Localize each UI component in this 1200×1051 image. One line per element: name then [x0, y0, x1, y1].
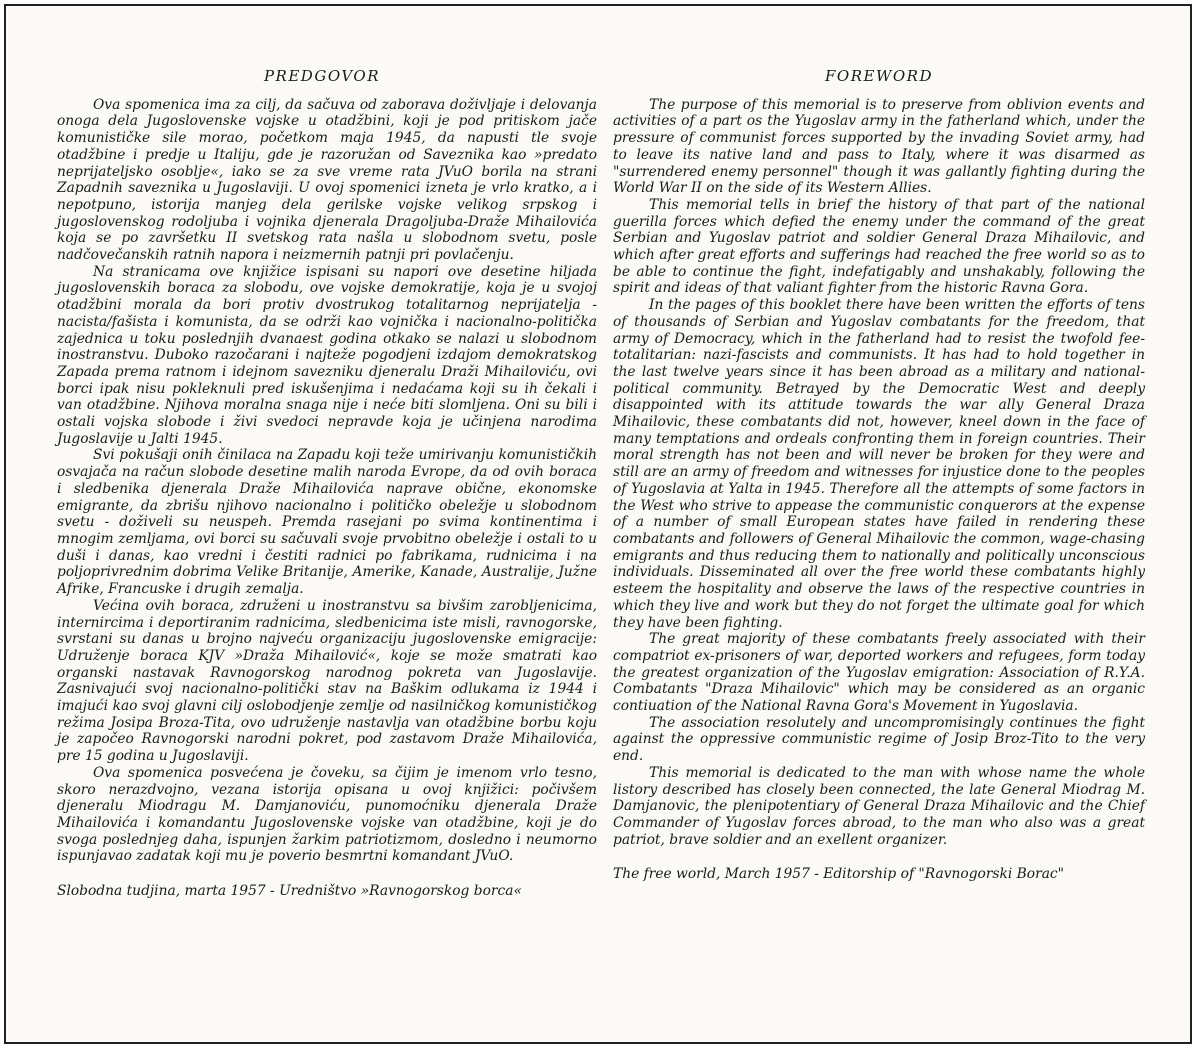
left-paragraph-1: Ova spomenica ima za cilj, da sačuva od zaborava doživljaje i delovanja onoga dela Jugoslovenske vojske u otadžbini, koji je pod pritiskom jače komunističke sile morao, početkom maja 1945, da napusti tle svoje otadžbine i predje u Italiju, gde je razoružan od Saveznika kao »predato neprijateljsko osoblje«, iako se za sve vreme rata JVuO borila na strani Zapadnih saveznika u Jugoslaviji. U ovoj spomenici izneta je vrlo kratko, a i nepotpuno, istorija manjeg dela gerilske vojske velikog srpskog i jugoslovenskog rodoljuba i vojnika djenerala Dragoljuba-Draže Mihailovića koja se po završetku II svetskog rata našla u slobodnom svetu, posle nadčovečanskih ratnih napora i neizmernih patnji pri povlačenju.: [57, 96, 597, 264]
predgovor-heading: PREDGOVOR: [263, 67, 381, 85]
left-paragraph-5: Ova spomenica posvećena je čoveku, sa čijim je imenom vrlo tesno, skoro nerazdvojno, vezana istorija opisana u ovoj knjižici: počivšem djeneralu Miodragu M. Damjanoviću, punomoćniku djenerala Draže Mihailovića i komandantu Jugoslovenske vojske van otadžbine, koji je do svoga poslednjeg daha, ispunjen žarkim patriotizmom, dosledno i neumorno ispunjavao zadatak koji mu je poverio besmrtni komandant JVuO.: [57, 764, 597, 865]
right-paragraph-5: The association resolutely and uncompromisingly continues the fight against the oppressive communistic regime of Josip Broz-Tito to the very end.: [613, 714, 1145, 765]
right-paragraph-3: In the pages of this booklet there have been written the efforts of tens of thousands of Serbian and Yugoslav combatants for the freedom, that army of Democracy, which in the fatherland had to resist the twofold fee-totalitarian: nazi-fascists and communists. It has had to hold together in the last twelve years since it has been abroad as a military and national-political community. Betrayed by the Democratic West and deeply disappointed with its attitude towards the war ally General Draza Mihailovic, these combatants did not, however, kneel down in the face of many temptations and ordeals confronting them in foreign countries. Their moral strength has not been and will never be broken for they were and still are an army of freedom and witnesses for injustice done to the peoples of Yugoslavia at Yalta in 1945. Therefore all the attempts of some factors in the West who strive to appease the communistic conquerors at the expense of a number of small European states have failed in rendering these combatants and followers of General Mihailovic the common, wage-chasing emigrants and thus reducing them to nationally and politically unconscious individuals. Disseminated all over the free world these combatants highly esteem the hospitality and observe the laws of the respective countries in which they live and work but they do not forget the ultimate goal for which they have been fighting.: [613, 297, 1145, 631]
right-paragraph-6: This memorial is dedicated to the man with whose name the whole listory described has closely been connected, the late General Miodrag M. Damjanovic, the plenipotentiary of General Draza Mihailovic and the Chief Commander of Yugoslav forces abroad, to the man who also was a great patriot, brave soldier and an exellent organizer.: [613, 764, 1145, 848]
right-signature: The free world, March 1957 - Editorship of "Ravnogorski Borac": [613, 866, 1065, 883]
foreword-heading: FOREWORD: [825, 67, 933, 85]
serbian-column: [57, 68, 597, 900]
booklet-page: [4, 4, 1192, 1044]
left-signature: Slobodna tudjina, marta 1957 - Uredništvo »Ravnogorskog borca«: [57, 883, 522, 900]
left-paragraph-3: Svi pokušaji onih činilaca na Zapadu koji teže umirivanju komunističkih osvajača na račun slobode desetine malih naroda Evrope, da od ovih boraca i sledbenika djenerala Draže Mihailovića naprave obične, ekonomske emigrante, da zbrišu njihovo nacionalno i političko obeležje u slobodnom svetu - doživeli su neuspeh. Premda rasejani po svima kontinentima i mnogim zemljama, ovi borci su sačuvali svoje prvobitno obeležje i ostali to u duši i danas, kao vredni i čestiti radnici po fabrikama, rudnicima i na poljoprivrednim dobrima Velike Britanije, Amerike, Kanade, Australije, Južne Afrike, Francuske i drugih zemalja.: [57, 447, 597, 598]
left-paragraph-4: Većina ovih boraca, združeni u inostranstvu sa bivšim zarobljenicima, internircima i deportiranim radnicima, sledbenicima iste misli, ravnogorske, svrstani su danas u brojno najveću organizaciju jugoslovenske emigracije: Udruženje boraca KJV »Draža Mihailović«, koje se može smatrati kao organski nastavak Ravnogorskog narodnog pokreta van Jugoslavije. Zasnivajući svoj nacionalno-politički stav na Baškim odlukama iz 1944 i imajući kao svoj glavni cilj oslobodjenje zemlje od nasilničkog komunističkog režima Josipa Broza-Tita, ovo udruženje nastavlja van otadžbine borbu koju je započeo Ravnogorski narodni pokret, pod zastavom Draže Mihailovića, pre 15 godina u Jugoslaviji.: [57, 597, 597, 765]
english-column: [613, 68, 1145, 883]
right-paragraph-2: This memorial tells in brief the history of that part of the national guerilla forces which defied the enemy under the command of the great Serbian and Yugoslav patriot and soldier General Draza Mihailovic, and which after great efforts and sufferings had reached the free world so as to be able to continue the fight, indefatigably and unshakably, following the spirit and ideas of that valiant fighter from the historic Ravna Gora.: [613, 196, 1145, 297]
right-paragraph-4: The great majority of these combatants freely associated with their compatriot ex-prisoners of war, deported workers and refugees, form today the greatest organization of the Yugoslav emigration: Association of R.Y.A. Combatants "Draza Mihailovic" which may be considered as an organic contiuation of the National Ravna Gora's Movement in Yugoslavia.: [613, 631, 1145, 715]
right-paragraph-1: The purpose of this memorial is to preserve from oblivion events and activities of a part os the Yugoslav army in the fatherland which, under the pressure of communist forces supported by the invading Soviet army, had to leave its native land and pass to Italy, where it was disarmed as "surrendered enemy personnel" though it was gallantly fighting during the World War II on the side of its Western Allies.: [613, 96, 1145, 197]
left-paragraph-2: Na stranicama ove knjižice ispisani su napori ove desetine hiljada jugoslovenskih boraca za slobodu, ove vojske demokratije, koja je u svojoj otadžbini morala da bori protiv dvostrukog totalitarnog neprijatelja - nacista/fašista i komunista, da se održi kao vojnička i nacionalno-politička zajednica u toku poslednjih dvanaest godina otkako se nalazi u slobodnom inostranstvu. Duboko razočarani i najteže pogodjeni izdajom demokratskog Zapada prema ratnom i idejnom savezniku djeneralu Draži Mihailoviću, ovi borci ipak nisu pokleknuli pred iskušenjima i nedaćama koji su ih čekali i van otadžbine. Njihova moralna snaga nije i neće biti slomljena. Oni su bili i ostali vojska slobode i živi svedoci nepravde koja je učinjena narodima Jugoslavije u Jalti 1945.: [57, 263, 597, 447]
